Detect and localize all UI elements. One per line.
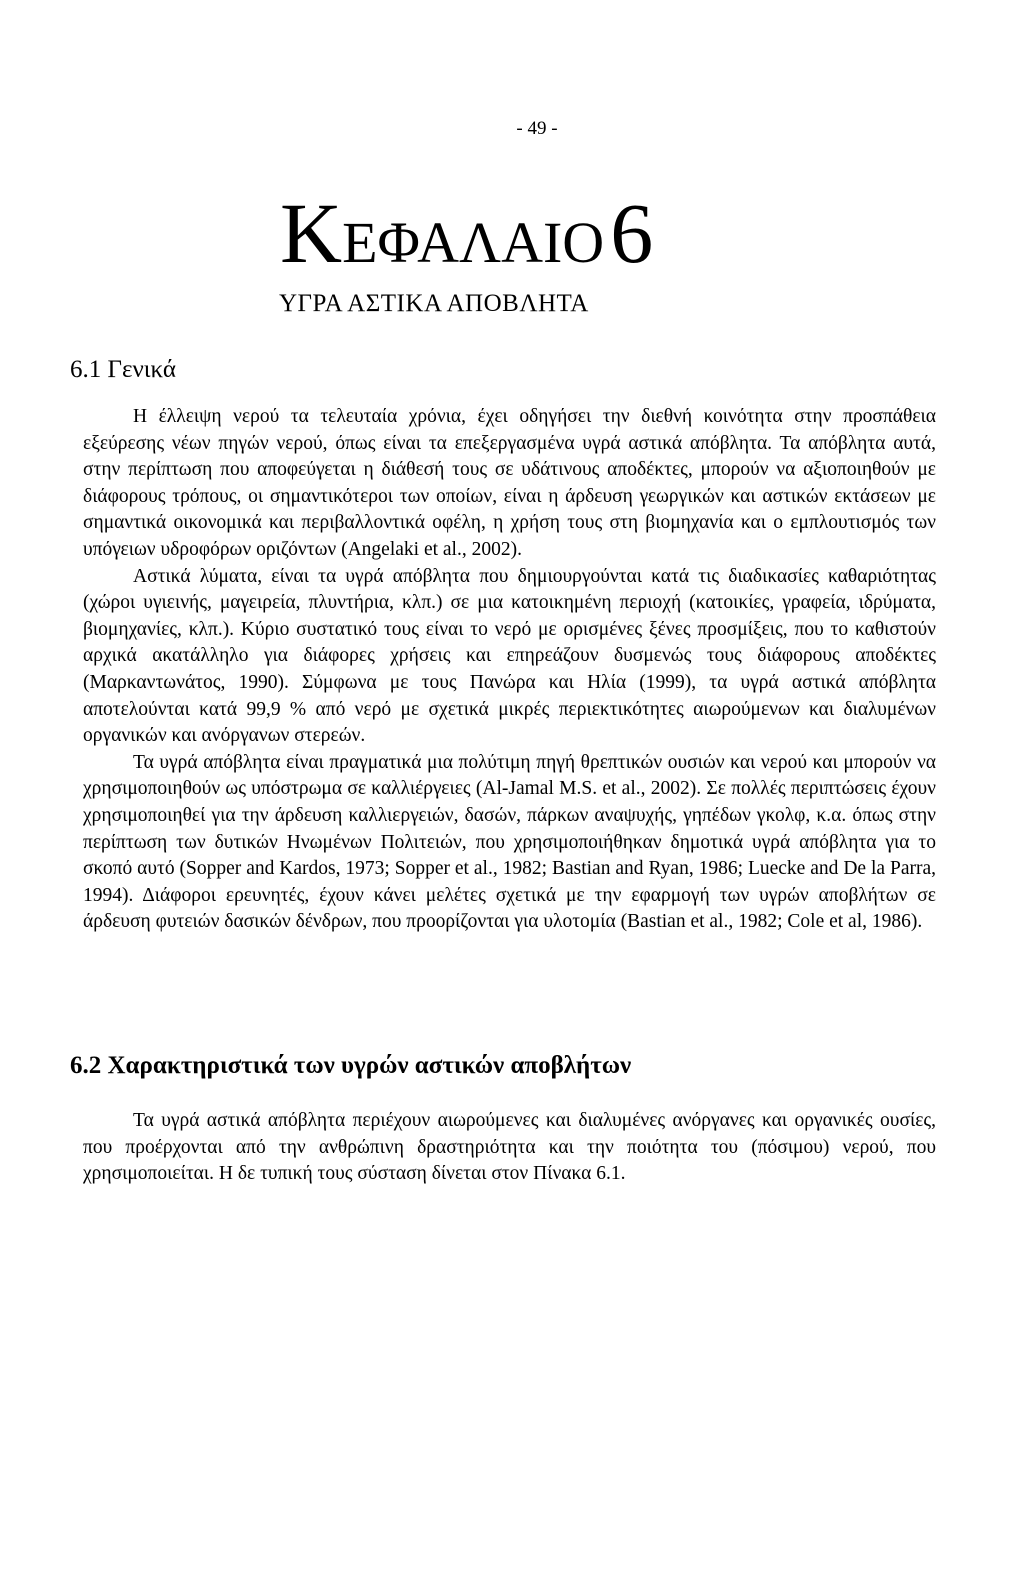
section-body-6-2 — [83, 1108, 936, 1188]
paragraph: Αστικά λύματα, είναι τα υγρά απόβλητα που δημιουργούνται κατά τις διαδικασίες καθαριότητας (χώροι υγιεινής, μαγειρεία, πλυντήρια, κλπ.) σε μια κατοικημένη περιοχή (κατοικίες, γραφεία, ιδρύματα, βιομηχανίες, κλπ.). Κύριο συστατικό τους είναι το νερό με ορισμένες ξένες προσμίξεις, που το καθιστούν αρχικά ακατάλληλο για διάφορες χρήσεις και επηρεάζουν δυσμενώς τους διάφορους αποδέκτες (Μαρκαντωνάτος, 1990). Σύμφωνα με τους Πανώρα και Ηλία (1999), τα υγρά αστικά απόβλητα αποτελούνται κατά 99,9 % από νερό με σχετικά μικρές περιεκτικότητες αιωρούμενων και διαλυμένων οργανικών και ανόργανων στερεών. — [83, 565, 936, 747]
page-number: - 49 - — [516, 118, 558, 139]
section-heading-6-2: 6.2 Χαρακτηριστικά των υγρών αστικών αποβλήτων — [70, 1052, 632, 1079]
paragraph: Τα υγρά αστικά απόβλητα περιέχουν αιωρούμενες και διαλυμένες ανόργανες και οργανικές ουσίες, που προέρχονται από την ανθρώπινη δραστηριότητα και την ποιότητα του (πόσιμου) νερού, που χρησιμοποιείται. Η δε τυπική τους σύσταση δίνεται στον Πίνακα 6.1. — [83, 1110, 936, 1185]
chapter-number: 6 — [610, 185, 654, 281]
chapter-title-initial: Κ — [280, 185, 343, 281]
chapter-title-rest: ΕΦΑΛΑΙΟ — [342, 210, 605, 275]
chapter-title — [280, 185, 654, 281]
chapter-subtitle: ΥΓΡΑ ΑΣΤΙΚΑ ΑΠΟΒΛΗΤΑ — [279, 290, 589, 317]
section-body-6-1 — [83, 404, 936, 936]
paragraph: Τα υγρά απόβλητα είναι πραγματικά μια πολύτιμη πηγή θρεπτικών ουσιών και νερού και μπορούν να χρησιμοποιηθούν ως υπόστρωμα σε καλλιέργειες (Al-Jamal M.S. et al., 2002). Σε πολλές περιπτώσεις έχουν χρησιμοποιηθεί για την άρδευση καλλιεργειών, δασών, πάρκων αναψυχής, γηπέδων γκολφ, κ.α. όπως στην περίπτωση των δυτικών Ηνωμένων Πολιτειών, που χρησιμοποιήθηκαν δημοτικά υγρά απόβλητα για το σκοπό αυτό (Sopper and Kardos, 1973; Sopper et al., 1982; Bastian and Ryan, 1986; Luecke and De la Parra, 1994). Διάφοροι ερευνητές, έχουν κάνει μελέτες σχετικά με την εφαρμογή των υγρών αποβλήτων σε άρδευση φυτειών δασικών δένδρων, που προορίζονται για υλοτομία (Bastian et al., 1982; Cole et al, 1986). — [83, 751, 936, 933]
section-heading-6-1: 6.1 Γενικά — [70, 356, 176, 383]
paragraph: Η έλλειψη νερού τα τελευταία χρόνια, έχει οδηγήσει την διεθνή κοινότητα στην προσπάθεια εξεύρεσης νέων πηγών νερού, όπως είναι τα επεξεργασμένα υγρά αστικά απόβλητα. Τα απόβλητα αυτά, στην περίπτωση που αποφεύγεται η διάθεσή τους σε υδάτινους αποδέκτες, μπορούν να αξιοποιηθούν με διάφορους τρόπους, οι σημαντικότεροι των οποίων, είναι η άρδευση γεωργικών και αστικών εκτάσεων με σημαντικά οικονομικά και περιβαλλοντικά οφέλη, η χρήση τους στη βιομηχανία και ο εμπλουτισμός των υπόγειων υδροφόρων οριζόντων (Angelaki et al., 2002). — [83, 406, 936, 560]
